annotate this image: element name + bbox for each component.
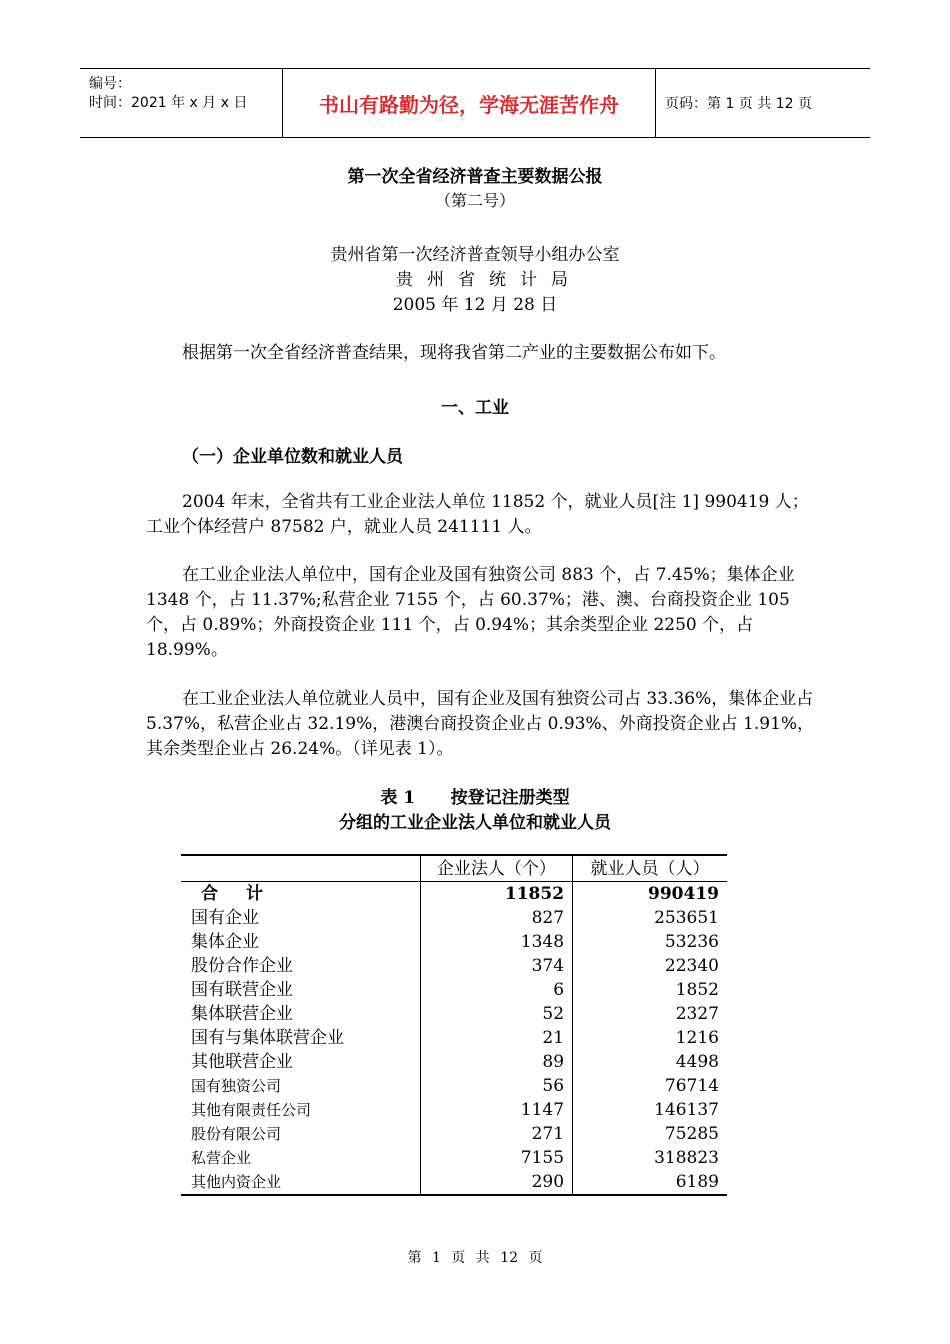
paragraph-2: 在工业企业法人单位中，国有企业及国有独资公司 883 个，占 7.45%；集体企业 1348 个，占 11.37%;私营企业 7155 个，占 60.37%；港、澳、台商投资企业 105 个，占 0.89%；外商投资企业 111 个，占 0.94%；其余类型企业 2250 个，占 18.99%。 [146, 565, 795, 660]
row-employees: 22340 [573, 954, 727, 978]
row-name: 集体企业 [191, 932, 259, 952]
table-row [181, 1122, 727, 1146]
page-header [80, 68, 870, 138]
table-row [181, 978, 727, 1002]
table-title: 表 1 按登记注册类型 [380, 788, 570, 808]
table-row [181, 1146, 727, 1170]
issuing-office: 贵州省第一次经济普查领导小组办公室 [330, 245, 620, 265]
section-heading: 一、工业 [441, 398, 509, 418]
row-employees: 318823 [573, 1146, 727, 1170]
header-motto: 书山有路勤为径，学海无涯苦作舟 [282, 69, 656, 137]
table-row [181, 954, 727, 978]
table-row [181, 1074, 727, 1098]
row-name: 集体联营企业 [191, 1004, 293, 1024]
table-row [181, 1002, 727, 1026]
row-employees: 253651 [573, 906, 727, 930]
row-name: 其他内资企业 [181, 1170, 420, 1195]
row-units: 827 [420, 906, 572, 930]
row-units: 11852 [420, 882, 572, 907]
row-units: 21 [420, 1026, 572, 1050]
table-row [181, 1170, 727, 1195]
header-page-info: 页码：第 1 页 共 12 页 [665, 96, 812, 112]
header-blank [181, 855, 420, 882]
page-footer: 第 1 页 共 12 页 [407, 1250, 543, 1266]
row-name: 股份有限公司 [191, 1125, 282, 1143]
row-name: 国有联营企业 [191, 980, 293, 1000]
number-label: 编号： [89, 76, 131, 92]
data-table [181, 854, 727, 1196]
table-row [181, 906, 727, 930]
row-employees: 76714 [573, 1074, 727, 1098]
row-employees: 75285 [573, 1122, 727, 1146]
row-employees: 6189 [573, 1170, 727, 1195]
header-meta [80, 69, 282, 137]
row-units: 89 [420, 1050, 572, 1074]
row-units: 52 [420, 1002, 572, 1026]
row-units: 1147 [420, 1098, 572, 1122]
row-name: 股份合作企业 [191, 956, 293, 976]
row-units: 374 [420, 954, 572, 978]
row-employees: 4498 [573, 1050, 727, 1074]
column-header-units: 企业法人（个） [420, 855, 572, 882]
paragraph-3: 在工业企业法人单位就业人员中，国有企业及国有独资公司占 33.36%，集体企业占 5.37%，私营企业占 32.19%，港澳台商投资企业占 0.93%、外商投资企业占 1.91%，其余类型企业占 26.24%。（详见表 1）。 [146, 689, 815, 759]
document-subtitle: （第二号） [434, 191, 515, 210]
table-row-total [181, 882, 727, 907]
row-name: 国有与集体联营企业 [191, 1028, 344, 1048]
row-name: 国有独资公司 [191, 1077, 282, 1095]
row-units: 6 [420, 978, 572, 1002]
row-units: 7155 [420, 1146, 572, 1170]
row-employees: 2327 [573, 1002, 727, 1026]
row-name: 其他联营企业 [191, 1052, 293, 1072]
table-row [181, 1050, 727, 1074]
table-header-row [181, 855, 727, 882]
table-row [181, 1098, 727, 1122]
issuing-bureau: 贵州省统计局 [396, 270, 582, 290]
row-units: 271 [420, 1122, 572, 1146]
time-label: 时间：2021 年 x 月 x 日 [89, 95, 248, 111]
column-header-employees: 就业人员（人） [573, 855, 727, 882]
row-employees: 1216 [573, 1026, 727, 1050]
row-employees: 990419 [573, 882, 727, 907]
intro-paragraph: 根据第一次全省经济普查结果，现将我省第二产业的主要数据公布如下。 [182, 343, 726, 363]
row-name: 国有企业 [191, 908, 259, 928]
row-name: 合计 [201, 884, 291, 904]
row-units: 56 [420, 1074, 572, 1098]
row-name: 其他有限责任公司 [191, 1101, 312, 1119]
paragraph-1: 2004 年末，全省共有工业企业法人单位 11852 个，就业人员[注 1] 990419 人；工业个体经营户 87582 户，就业人员 241111 人。 [146, 492, 809, 537]
row-employees: 1852 [573, 978, 727, 1002]
document-title: 第一次全省经济普查主要数据公报 [347, 167, 603, 187]
table-subtitle: 分组的工业企业法人单位和就业人员 [339, 813, 611, 833]
subsection-heading: （一）企业单位数和就业人员 [182, 447, 403, 467]
row-name: 私营企业 [191, 1149, 252, 1167]
row-units: 290 [420, 1170, 572, 1195]
table-row [181, 930, 727, 954]
row-employees: 53236 [573, 930, 727, 954]
row-employees: 146137 [573, 1098, 727, 1122]
table-row [181, 1026, 727, 1050]
issue-date: 2005 年 12 月 28 日 [392, 295, 558, 315]
row-units: 1348 [420, 930, 572, 954]
